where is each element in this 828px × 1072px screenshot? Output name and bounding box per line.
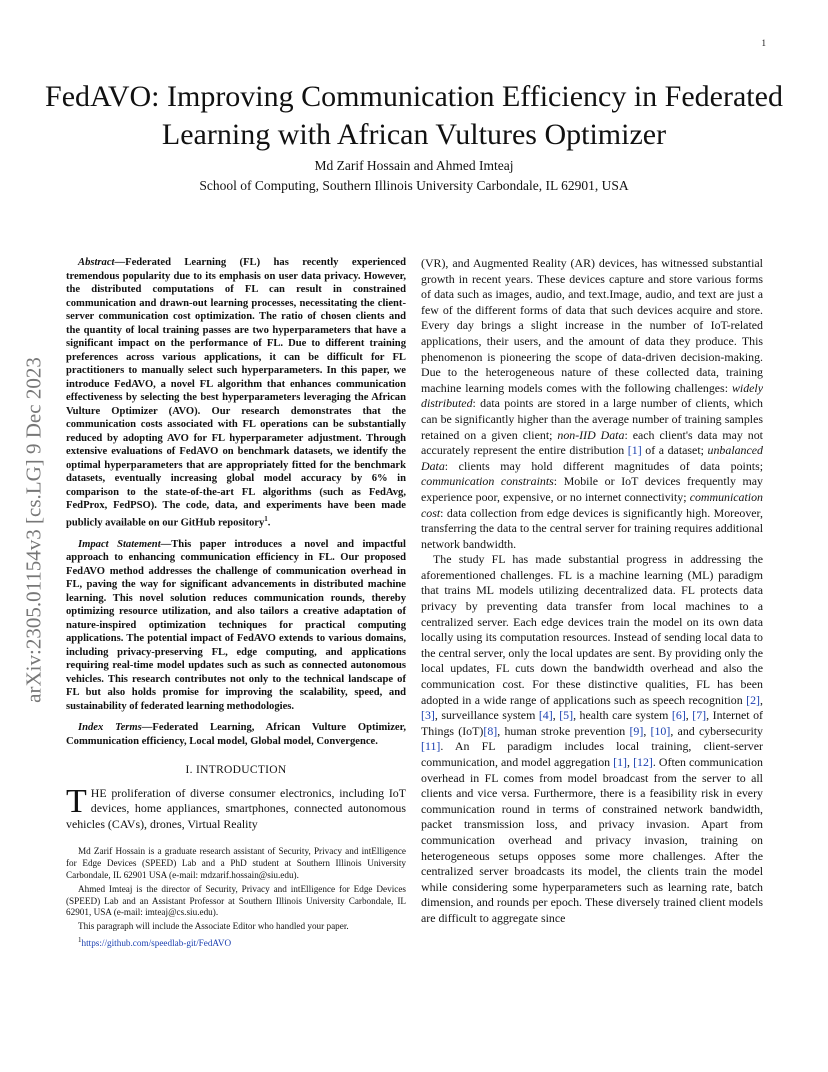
right-column — [421, 256, 763, 927]
abstract — [66, 256, 406, 530]
citation-link[interactable]: [2] — [746, 692, 761, 707]
right-paragraph-2 — [421, 552, 763, 926]
term-communication-cost: communication cost — [421, 489, 763, 520]
intro-caps: HE — [90, 785, 107, 800]
footnote-editor: This paragraph will include the Associate Editor who handled your paper. — [78, 921, 349, 932]
text-run: , — [643, 723, 651, 738]
citation-link[interactable]: [1] — [613, 755, 628, 769]
footnotes — [66, 846, 406, 949]
authors: Md Zarif Hossain and Ahmed Imteaj — [314, 158, 514, 173]
footnote-mark: 1 — [264, 514, 268, 523]
term-widely-distributed: widely distributed — [421, 380, 763, 411]
impact-label: Impact Statement — [78, 538, 161, 550]
text-run: of a dataset; — [641, 443, 708, 458]
section-title-rest: NTRODUCTION — [200, 764, 287, 777]
arxiv-sidebar — [13, 290, 55, 770]
dropcap: T — [66, 782, 87, 820]
text-run: : clients may hold different magnitudes of data points; — [444, 458, 763, 473]
citation-link[interactable]: [10] — [650, 723, 671, 738]
text-run: , surveillance system — [434, 708, 539, 723]
term-communication-constraints: communication constraints — [421, 474, 554, 489]
paper-title: FedAVO: Improving Communication Efficiency in Federated Learning with African Vultures Optimizer — [45, 80, 783, 151]
citation-link[interactable]: [1] — [627, 443, 642, 458]
impact-text: —This paper introduces a novel and impactful approach to enhancing communication efficiency in FL. Our proposed FedAVO method addresses the challenge of communication overhead in FL, paving the way for significant advancements in distributed machine learning. This novel solution reduces communication rounds, thereby optimizing resource utilization, and also tailors a creative adaptation of nature-inspired optimization techniques for practical computing applications. The potential impact of FedAVO extends to various domains, including privacy-preserving FL, edge computing, and applications requiring real-time model updates such as such as connected autonomous vehicles. This research contributes not only to the technical landscape of FL but also holds promise for improving the scalability, speed, and sustainability of federated learning methodologies. — [66, 538, 406, 712]
index-terms-label: Index Terms — [78, 722, 142, 734]
text-run: , Internet of Things (IoT) — [421, 708, 764, 738]
section-numeral: I. — [185, 764, 193, 777]
citation-link[interactable]: [12] — [633, 755, 653, 769]
text-run: . Often communication overhead in FL comes from model broadcast from the server to all clients and vice versa. Furthermore, there is a feasibility risk in every communication round in terms of constrained network bandwidth, packet transmission loss, and privacy invasion. Apart from communication overhead and privacy invasion, training on heterogeneous setups opposes some more challenges. After the centralized server broadcasts its model, the clients train the model while considering some hyperparameters such as learning rate, batch dimension, and rounds per epoch. These diversely trained client models are difficult to aggregate since — [421, 755, 763, 925]
text-run: : data collection from edge devices is significantly high. Moreover, transferring the data to the central server for training requires additional network bandwidth. — [421, 505, 763, 551]
text-run: , — [685, 708, 693, 723]
abstract-text: —Federated Learning (FL) has recently experienced tremendous popularity due to its emphasis on user data privacy. However, the distributed computations of FL can result in constrained communication and drawn-out learning processes, necessitating the client-server communication cost optimization. The ratio of chosen clients and the quantity of local training passes are two hyperparameters that have a significant impact on the performance of FL. Due to different training preferences across various applications, it can be difficult for FL practitioners to manually select such hyperparameters. In this paper, we introduce FedAVO, a novel FL algorithm that enhances communication effectiveness by selecting the best hyperparameters leveraging the African Vulture Optimizer (AVO). Our research demonstrates that the communication costs associated with FL operations can be substantially reduced by adopting AVO for FL hyperparameter adjustment. Through extensive evaluations of FedAVO on benchmark datasets, we identify the optimal hyperparameters that are appropriately fitted for the benchmark datasets, eventually increasing global model accuracy by 6% in comparison to the state-of-the-art FL algorithms (such as FedAvg, FedProx, FedPSO). The code, data, and experiments have been made publicly available on our GitHub repository — [66, 257, 406, 529]
text-run: , — [552, 708, 560, 723]
citation-link[interactable]: [4] — [538, 708, 553, 723]
text-run: : data points are stored in a large number of clients, which can be significantly higher than the average number of training samples retained on a given client; — [421, 396, 763, 442]
footnote-author-2: Ahmed Imteaj is the director of Security, Privacy and intElligence for Edge Devices (SPEED) Lab and an Assistant Professor at Southern Illinois University Carbondale, IL 62901, USA (e-mail: imteaj@cs.siu.edu). — [66, 883, 406, 918]
citation-link[interactable]: [8] — [483, 723, 498, 738]
text-run: , and cybersecurity — [670, 723, 764, 738]
github-link[interactable]: https://github.com/speedlab-git/FedAVO — [81, 937, 232, 948]
text-run: , — [760, 692, 763, 707]
right-paragraph-1 — [421, 256, 763, 552]
footnote-link-mark: 1 — [78, 935, 82, 944]
section-title-first: I — [196, 764, 201, 777]
intro-text: proliferation of diverse consumer electronics, including IoT devices, home appliances, smartphones, connected autonomous vehicles (CAVs), drones, Virtual Reality — [66, 785, 406, 831]
index-terms — [66, 721, 406, 748]
text-run: The study FL has made substantial progress in addressing the aforementioned challenges. FL is a machine learning (ML) paradigm that trains ML models utilizing decentralized data. FL protects data privacy by preventing data transfer from local machines to a centralized server. Each edge devices train the model on its own data locally using its computation resources. Instead of sending local data to the central server, only the local updates are sent. By providing only the local updates, FL cuts down the bandwidth overhead and also the communication cost. For these distinctive qualities, FL has been adopted in a wide range of applications such as speech recognition — [421, 552, 763, 707]
index-terms-text: —Federated Learning, African Vulture Optimizer, Communication efficiency, Local model, Global model, Convergence. — [66, 722, 406, 747]
citation-link[interactable]: [6] — [671, 708, 686, 723]
arxiv-id: arXiv:2305.01154v3 [cs.LG] 9 Dec 2023 — [21, 357, 46, 703]
footnote-author-1: Md Zarif Hossain is a graduate research assistant of Security, Privacy and intElligence for Edge Devices (SPEED) Lab and a PhD student at Southern Illinois University Carbondale, IL 62901 USA (e-mail: mdzarif.hossain@siu.edu). — [66, 846, 406, 880]
text-run: , human stroke prevention — [497, 723, 630, 738]
impact-statement — [66, 538, 406, 714]
term-non-iid: non-IID Data — [557, 427, 625, 442]
text-run: (VR), and Augmented Reality (AR) devices, has witnessed substantial growth in recent years. These devices capture and store various forms of data such as images, audio, and text.Image, audio, and text are just a few of the different forms of data that such devices acquire and store. Every day brings a slight increase in the number of IoT-related applications, their users, and the amount of data they produce. This phenomenon is pioneering the scope of data-driven decision-making. Due to the heterogeneous nature of these collected data, training machine learning models comes with the following challenges: — [421, 256, 763, 395]
affiliation: School of Computing, Southern Illinois University Carbondale, IL 62901, USA — [199, 178, 629, 193]
text-run: : Mobile or IoT devices frequently may experience poor, expensive, or no internet connectivity; — [421, 474, 764, 504]
left-column — [66, 256, 406, 952]
text-run: , health care system — [573, 708, 672, 723]
citation-link[interactable]: [7] — [692, 708, 707, 723]
citation-link[interactable]: [5] — [559, 708, 574, 723]
text-run: , — [627, 755, 634, 769]
term-unbalanced-data: unbalanced Data — [421, 443, 764, 473]
citation-link[interactable]: [11] — [421, 739, 441, 754]
abstract-label: Abstract — [78, 257, 115, 268]
abstract-end: . — [267, 517, 271, 529]
section-heading-introduction — [66, 764, 406, 778]
citation-link[interactable]: [9] — [629, 723, 644, 738]
intro-paragraph — [66, 782, 406, 833]
text-run: : each client's data may not accurately represent the entire distribution — [421, 427, 763, 458]
citation-link[interactable]: [3] — [421, 708, 435, 723]
page-number: 1 — [761, 38, 766, 48]
footnote-github — [66, 935, 406, 950]
text-run: . An FL paradigm includes local training, client-server communication, and model aggregation — [421, 739, 763, 769]
